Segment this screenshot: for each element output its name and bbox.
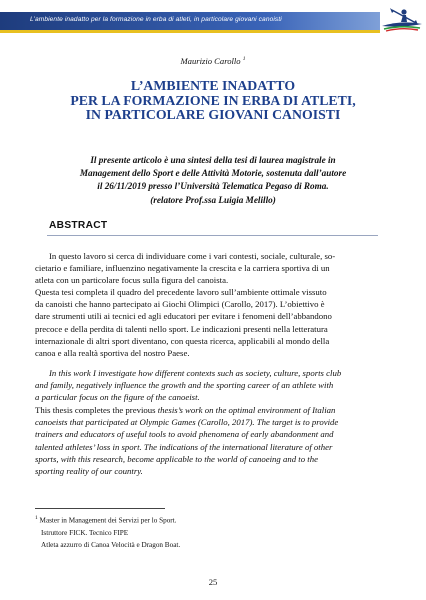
intro-line-2: Management dello Sport e delle Attività Motorie, sostenuta dall’autore	[79, 168, 347, 179]
abstract-paragraph-1	[35, 250, 391, 287]
p1-line-1: In questo lavoro si cerca di individuare come i vari contesti, sociale, culturale, so-	[49, 251, 336, 261]
footnote-line-2: Istruttore FICK. Tecnico FIPE	[41, 528, 129, 537]
p4-line-2: canoeists that participated at Olympic Games (Carollo, 2017). The target is to provide	[35, 417, 339, 428]
footnote-line-3: Atleta azzurro di Canoa Velocità e Dragon Boat.	[41, 540, 181, 549]
intro-line-4: (relatore Prof.ssa Luigia Melillo)	[150, 194, 276, 205]
intro-line-3: il 26/11/2019 presso l’Università Telematica Pegaso di Roma.	[97, 181, 329, 192]
kayak-paddler-logo-icon	[380, 6, 424, 32]
p2-line-5: internazionale di altri sport diventano, con questa ricerca, applicabili al mondo della	[35, 335, 330, 346]
intro-note	[40, 154, 386, 207]
page-number: 25	[208, 577, 218, 587]
footnote-divider	[35, 508, 165, 509]
abstract-divider	[47, 235, 378, 236]
p1-line-3: atleta con un particolare focus sulla figura del canoista.	[35, 275, 229, 286]
author-footnote-mark: 1	[242, 56, 246, 63]
p4-line-4: talented athletes’ loss in sport. The indications of the international literature of other	[35, 441, 333, 452]
intro-line-1: Il presente articolo è una sintesi della tesi di laurea magistrale in	[90, 155, 336, 165]
footnote-mark: 1	[35, 515, 38, 521]
abstract-paragraph-english-2	[35, 404, 391, 477]
abstract-heading: ABSTRACT	[49, 220, 108, 231]
running-title: L’ambiente inadatto per la formazione in erba di atleti, in particolare giovani canoisti	[30, 16, 282, 23]
footnote-text-1: Master in Management dei Servizi per lo Sport.	[39, 516, 177, 525]
p4-line-6: sporting reality of our country.	[35, 466, 143, 477]
p2-line-3: dare strumenti utili ai tecnici ed agli educatori per evitare i fenomeni dell’abbandono	[35, 311, 332, 322]
title-line-2: PER LA FORMAZIONE IN ERBA DI ATLETI,	[70, 92, 356, 108]
running-header	[0, 0, 426, 36]
abstract-paragraph-2	[35, 286, 391, 359]
p4-line-3: trainers and educators of useful tools to avoid phenomena of early abandonment and	[35, 429, 334, 440]
p4-line-1-italic: thesis’s work on the optimal environment of Italian	[157, 405, 336, 415]
article-title	[40, 79, 386, 123]
author-line	[0, 56, 426, 66]
title-line-3: IN PARTICOLARE GIOVANI CANOISTI	[85, 107, 341, 123]
p3-line-2: and family, negatively influence the growth and the sporting career of an athlete with	[35, 380, 334, 391]
p4-line-5: sports, with this research, become applicable to the world of canoeing and to the	[35, 453, 318, 464]
p2-line-6: canoa e alla realtà sportiva del nostro Paese.	[35, 348, 190, 359]
p3-line-3: a particular focus on the figure of the canoeist.	[35, 392, 200, 403]
title-line-1: L’AMBIENTE INADATTO	[130, 78, 296, 93]
p2-line-1: Questa tesi completa il quadro del precedente lavoro sull’ambiente ottimale vissuto	[35, 287, 327, 297]
p1-line-2: cietario e familiare, influenzino negativamente la crescita e la carriera sportiva di un	[35, 263, 330, 274]
p2-line-4: precoce e della perdita di talenti nello sport. Le indicazioni presenti nella letteratura	[35, 323, 328, 334]
p2-line-2: da canoisti che hanno partecipato ai Giochi Olimpici (Carollo, 2017). L’obiettivo è	[35, 299, 325, 310]
abstract-paragraph-english-1	[35, 367, 391, 404]
p3-line-1: In this work I investigate how different contexts such as society, culture, sports club	[49, 368, 342, 378]
p4-line-1-plain: This thesis completes the previous	[35, 405, 158, 415]
footnotes	[35, 512, 335, 551]
footnote-line-1	[35, 512, 335, 527]
author-name: Maurizio Carollo	[180, 56, 241, 66]
p4-line-1	[35, 404, 391, 416]
